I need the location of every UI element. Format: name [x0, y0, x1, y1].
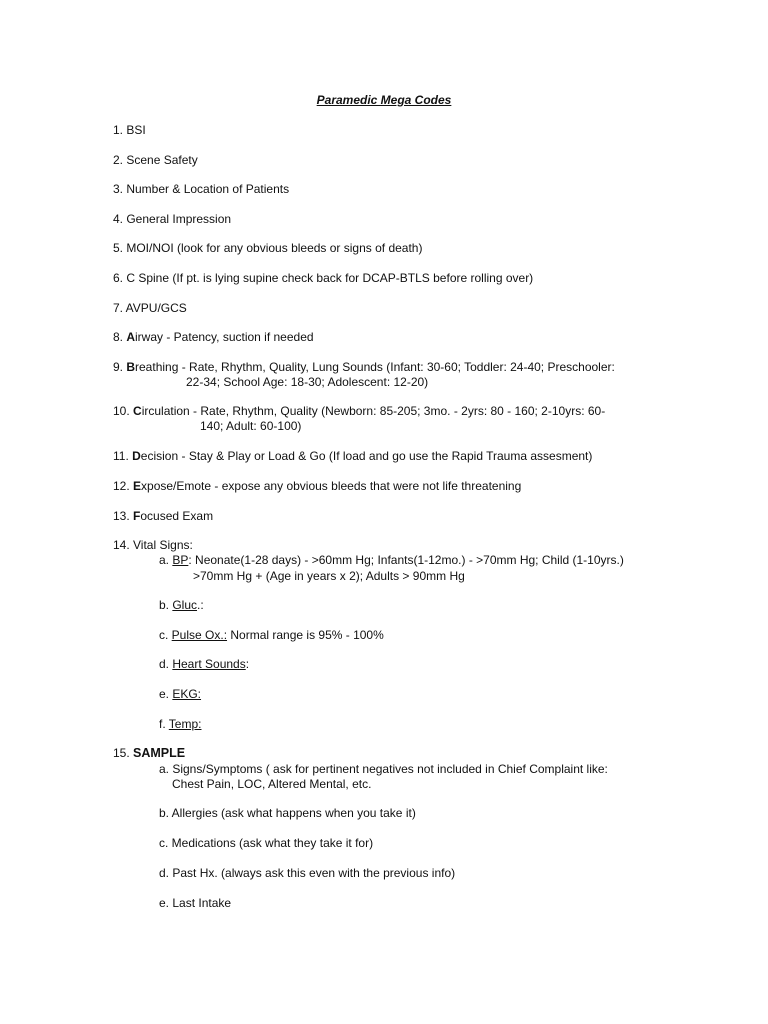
sub-item-prefix: d. — [159, 657, 173, 671]
sub-item-gluc — [159, 598, 204, 613]
list-item-breathing — [113, 360, 615, 375]
list-item-number-location: 3. Number & Location of Patients — [113, 182, 290, 196]
sub-item-term: Pulse Ox.: — [171, 628, 228, 642]
item-number: 9. — [113, 360, 127, 374]
sub-item-text: Normal range is 95% - 100% — [227, 628, 384, 642]
sub-item-last-intake: e. Last Intake — [159, 896, 232, 910]
list-item-circulation — [113, 404, 605, 419]
sub-item-allergies: b. Allergies (ask what happens when you take it) — [159, 806, 416, 820]
item-initial: B — [126, 360, 136, 374]
item-text: irway - Patency, suction if needed — [135, 330, 314, 344]
list-item-bsi: 1. BSI — [113, 123, 146, 137]
list-item-focused-exam — [113, 509, 213, 524]
sub-item-prefix: a. — [159, 553, 173, 567]
sub-item-past-hx: d. Past Hx. (always ask this even with the previous info) — [159, 866, 456, 880]
sub-item-prefix: c. — [159, 628, 172, 642]
sub-item-term: BP — [172, 553, 189, 567]
sub-item-heart-sounds — [159, 657, 249, 672]
sub-item-signs-symptoms-continued: Chest Pain, LOC, Altered Mental, etc. — [172, 777, 372, 791]
item-text: xpose/Emote - expose any obvious bleeds that were not life threatening — [141, 479, 522, 493]
item-number: 13. — [113, 509, 134, 523]
sub-item-text: : Neonate(1-28 days) - >60mm Hg; Infants(1-12mo.) - >70mm Hg; Child (1-10yrs.) — [188, 553, 624, 567]
item-initial: D — [132, 449, 141, 463]
list-item-breathing-continued: 22-34; School Age: 18-30; Adolescent: 12-20) — [186, 375, 429, 389]
list-item-scene-safety: 2. Scene Safety — [113, 153, 198, 167]
sub-item-term: Heart Sounds — [172, 657, 246, 671]
page-title: Paramedic Mega Codes — [316, 93, 452, 107]
sub-item-prefix: e. — [159, 687, 173, 701]
sub-item-ekg — [159, 687, 201, 702]
list-item-moi-noi: 5. MOI/NOI (look for any obvious bleeds or signs of death) — [113, 241, 423, 255]
item-text: reathing - Rate, Rhythm, Quality, Lung Sounds (Infant: 30-60; Toddler: 24-40; Preschooler: — [135, 360, 615, 374]
item-label: SAMPLE — [133, 746, 186, 760]
sub-item-medications: c. Medications (ask what they take it for) — [159, 836, 374, 850]
item-text: ecision - Stay & Play or Load & Go (If load and go use the Rapid Trauma assesment) — [140, 449, 593, 463]
list-item-expose — [113, 479, 521, 494]
list-item-sample — [113, 746, 185, 761]
item-initial: A — [126, 330, 136, 344]
list-item-c-spine: 6. C Spine (If pt. is lying supine check back for DCAP-BTLS before rolling over) — [113, 271, 534, 285]
sub-item-term: Temp: — [168, 717, 202, 731]
sub-item-prefix: f. — [159, 717, 169, 731]
item-initial: E — [133, 479, 142, 493]
sub-item-term: EKG: — [172, 687, 202, 701]
item-text: irculation - Rate, Rhythm, Quality (Newborn: 85-205; 3mo. - 2yrs: 80 - 160; 2-10yrs: 60- — [141, 404, 606, 418]
sub-item-prefix: b. — [159, 598, 173, 612]
sub-item-signs-symptoms: a. Signs/Symptoms ( ask for pertinent negatives not included in Chief Complaint like: — [159, 762, 608, 776]
sub-item-pulse-ox — [159, 628, 384, 643]
sub-item-text: .: — [197, 598, 204, 612]
list-item-general-impression: 4. General Impression — [113, 212, 232, 226]
list-item-vital-signs: 14. Vital Signs: — [113, 538, 193, 552]
item-text: ocused Exam — [140, 509, 214, 523]
list-item-avpu-gcs: 7. AVPU/GCS — [113, 301, 187, 315]
item-initial: F — [133, 509, 141, 523]
item-number: 15. — [113, 746, 134, 760]
list-item-decision — [113, 449, 592, 464]
sub-item-term: Gluc — [172, 598, 198, 612]
item-initial: C — [133, 404, 142, 418]
item-number: 8. — [113, 330, 127, 344]
list-item-airway — [113, 330, 314, 345]
sub-item-temp — [159, 717, 201, 732]
sub-item-text: : — [245, 657, 250, 671]
sub-item-bp — [159, 553, 624, 568]
item-number: 11. — [113, 449, 133, 463]
item-number: 12. — [113, 479, 134, 493]
list-item-circulation-continued: 140; Adult: 60-100) — [200, 419, 302, 433]
sub-item-bp-continued: >70mm Hg + (Age in years x 2); Adults > 90mm Hg — [193, 569, 465, 583]
item-number: 10. — [113, 404, 134, 418]
